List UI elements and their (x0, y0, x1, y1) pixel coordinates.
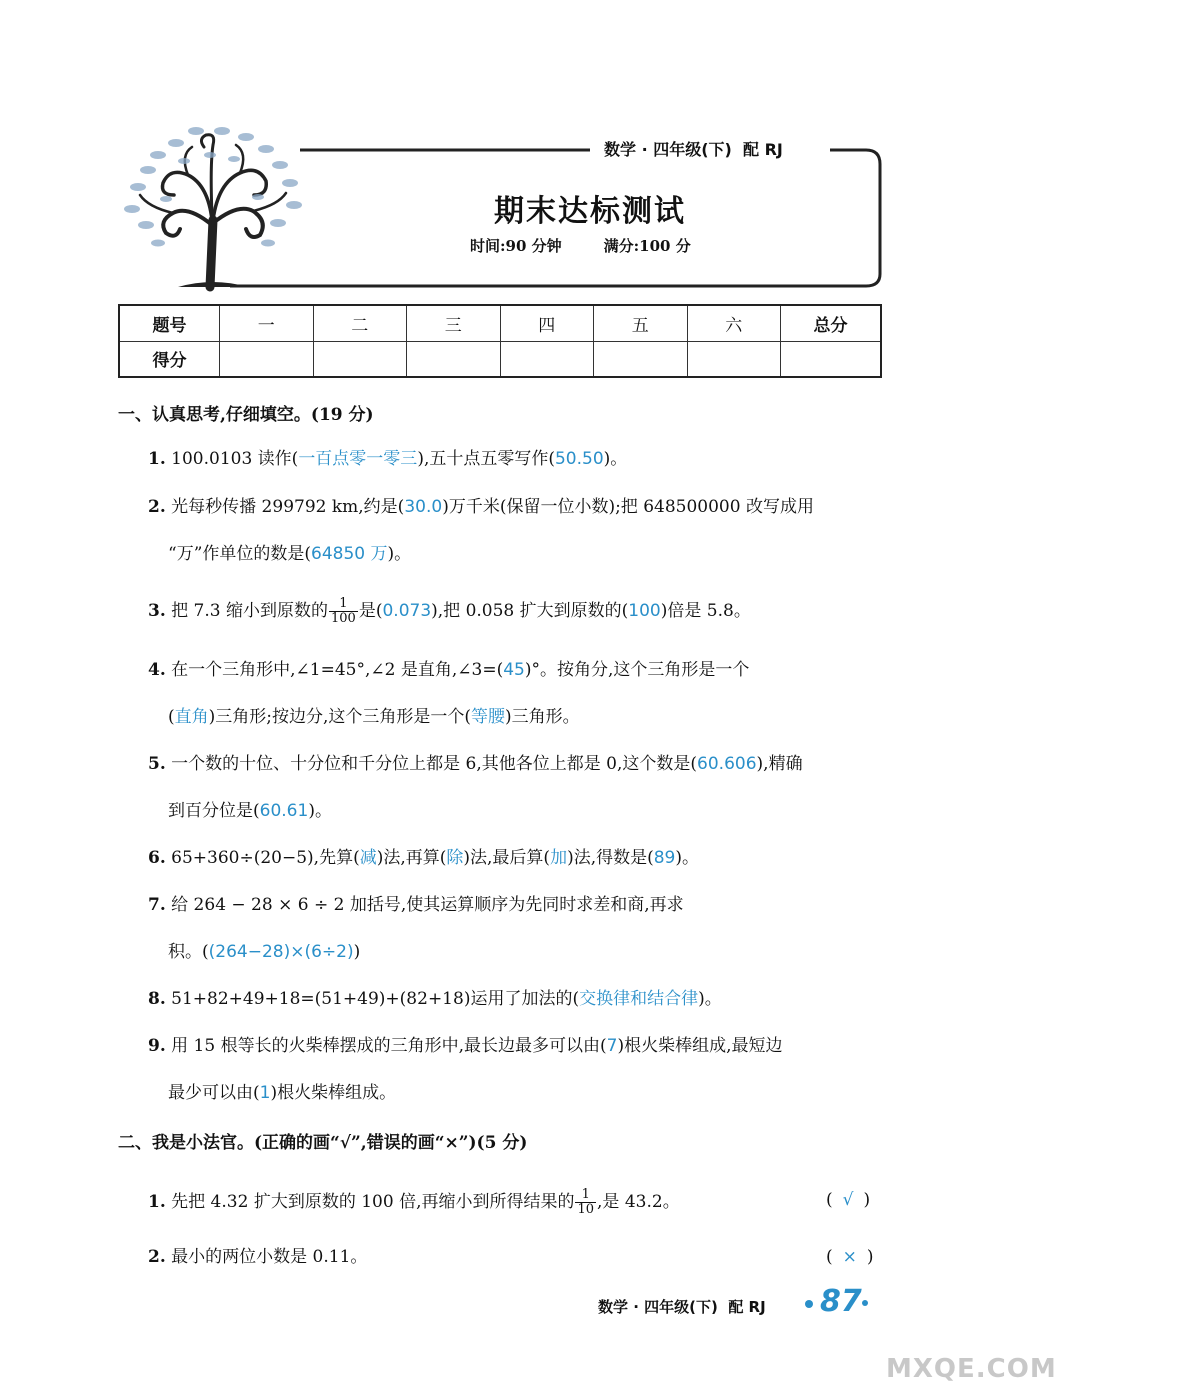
section-heading: 二、我是小法官。(正确的画“√”,错误的画“×”)(5 分) (118, 1133, 528, 1153)
answer: 减 (359, 848, 377, 868)
table-header-cell: 五 (594, 305, 688, 341)
answer: 1 (259, 1083, 271, 1103)
watermark: MXQE.COM (886, 1354, 1057, 1384)
question-3: 3. 把 7.3 缩小到原数的 $\frac{1}{100}$ 是(0.073),把 0.058 扩大到原数的(100)倍是 5.8。 (148, 596, 751, 626)
page-title: 期末达标测试 (494, 194, 686, 229)
question-4: 4. 在一个三角形中,∠1=45°,∠2 是直角,∠3=(45)°。按角分,这个三角形是一个 (148, 660, 750, 680)
page-number: 87 (820, 1284, 862, 1319)
answer: 加 (550, 848, 568, 868)
question-6: 6. 65+360÷(20−5),先算(减)法,再算(除)法,最后算(加)法,得数是(89)。 (148, 848, 700, 868)
table-row (119, 305, 881, 341)
table-header-cell: 总分 (781, 305, 882, 341)
question-2-continued: “万”作单位的数是(64850 万)。 (168, 544, 412, 564)
table-row (119, 341, 881, 377)
answer: 89 (653, 848, 676, 868)
table-header-cell: 四 (500, 305, 594, 341)
table-header-cell: 题号 (119, 305, 220, 341)
judge-answer-1: ( √ ) (826, 1190, 871, 1210)
answer: 交换律和结合律 (579, 989, 699, 1009)
question-7: 7. 给 264 − 28 × 6 ÷ 2 加括号,使其运算顺序为先同时求差和商,再求 (148, 895, 684, 915)
answer: 100 (628, 601, 661, 621)
exam-meta: 时间:90 分钟 满分:100 分 (470, 237, 691, 255)
score-cell (220, 341, 314, 377)
answer: 一百点零一零三 (298, 449, 418, 469)
cross-mark: × (842, 1247, 857, 1267)
score-cell (500, 341, 594, 377)
score-cell (313, 341, 407, 377)
check-mark: √ (842, 1190, 854, 1210)
section-heading: 一、认真思考,仔细填空。(19 分) (118, 405, 374, 425)
question-9-continued: 最少可以由(1)根火柴棒组成。 (168, 1083, 397, 1103)
answer: 60.606 (697, 754, 757, 774)
judge-question-2: 2. 最小的两位小数是 0.11。 (148, 1247, 368, 1267)
answer: 直角 (174, 707, 209, 727)
header-subject: 数学 · 四年级(下) 配 RJ (604, 140, 783, 159)
question-2: 2. 光每秒传播 299792 km,约是(30.0)万千米(保留一位小数);把 648500000 改写成用 (148, 497, 814, 517)
judge-question-1: 1. 先把 4.32 扩大到原数的 100 倍,再缩小到所得结果的 $\frac{1}{10}$ ,是 43.2。 (148, 1187, 680, 1217)
table-header-cell: 一 (220, 305, 314, 341)
table-header-cell: 三 (407, 305, 501, 341)
score-cell (687, 341, 781, 377)
question-7-continued: 积。((264−28)×(6÷2)) (168, 942, 361, 962)
table-header-cell: 得分 (119, 341, 220, 377)
footer-subject: 数学 · 四年级(下) 配 RJ (598, 1298, 766, 1316)
score-table (118, 304, 882, 378)
judge-answer-2: ( × ) (826, 1247, 874, 1267)
footer-dot (862, 1300, 868, 1306)
question-8: 8. 51+82+49+18=(51+49)+(82+18)运用了加法的(交换律和结合律)。 (148, 989, 722, 1009)
question-4-continued: (直角)三角形;按边分,这个三角形是一个(等腰)三角形。 (168, 707, 580, 727)
answer: 等腰 (471, 707, 506, 727)
table-header-cell: 六 (687, 305, 781, 341)
answer: 45 (503, 660, 525, 680)
answer: 除 (446, 848, 464, 868)
question-9: 9. 用 15 根等长的火柴棒摆成的三角形中,最长边最多可以由(7)根火柴棒组成,最短边 (148, 1036, 783, 1056)
answer: 30.0 (404, 497, 443, 517)
footer-dot (805, 1300, 813, 1308)
answer: 64850 万 (311, 544, 388, 564)
fraction: $\frac{1}{10}$ (577, 1187, 595, 1217)
score-cell (407, 341, 501, 377)
answer: (264−28)×(6÷2) (208, 942, 354, 962)
answer: 0.073 (382, 601, 432, 621)
table-header-cell: 二 (313, 305, 407, 341)
answer: 60.61 (259, 801, 309, 821)
question-5-continued: 到百分位是(60.61)。 (168, 801, 332, 821)
question-5: 5. 一个数的十位、十分位和千分位上都是 6,其他各位上都是 0,这个数是(60.606),精确 (148, 754, 803, 774)
answer: 7 (606, 1036, 618, 1056)
answer: 50.50 (554, 449, 604, 469)
score-cell (781, 341, 882, 377)
question-1: 1. 100.0103 读作(一百点零一零三),五十点五零写作(50.50)。 (148, 449, 628, 469)
fraction: $\frac{1}{100}$ (331, 596, 356, 626)
score-cell (594, 341, 688, 377)
